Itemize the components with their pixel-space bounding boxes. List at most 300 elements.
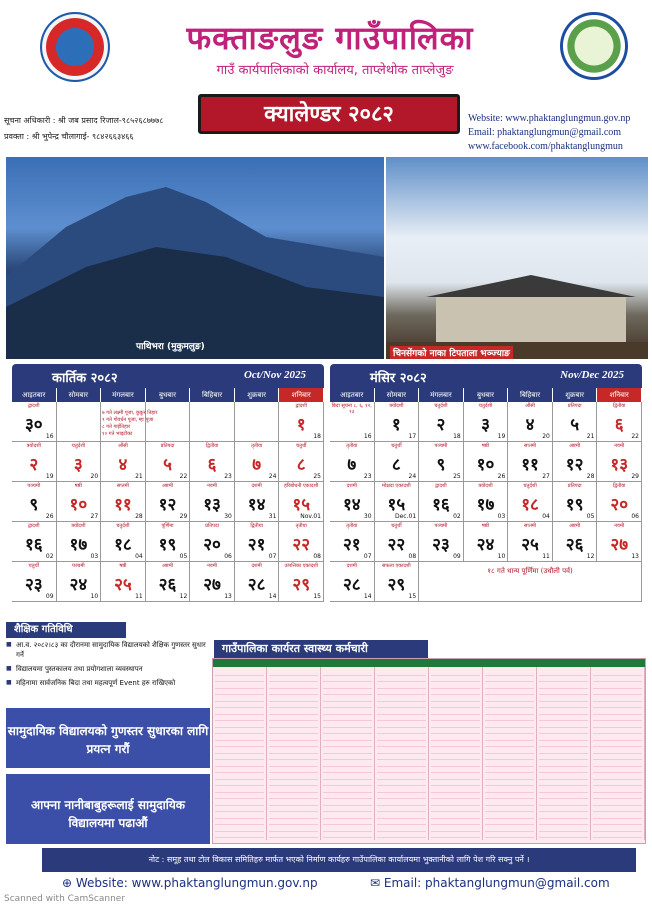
english-date: 02 <box>45 553 54 560</box>
calendar-title-banner: क्यालेण्डर २०८२ <box>198 94 460 134</box>
nepali-date: ५ <box>163 455 172 475</box>
english-date: 29 <box>631 473 639 480</box>
tithi-label: षष्ठी <box>74 483 82 489</box>
nepali-date: १२ <box>158 495 177 515</box>
date-cell <box>235 522 280 562</box>
tithi-label: नवमी <box>614 443 625 449</box>
english-date: 20 <box>90 473 99 480</box>
date-cell <box>330 442 375 482</box>
tithi-label: चतुर्दशी <box>116 523 130 529</box>
tithi-label: मोक्षदा एकादशी <box>382 483 411 489</box>
date-cell <box>597 522 642 562</box>
facebook-link[interactable]: www.facebook.com/phaktanglungmun <box>468 141 623 152</box>
tithi-label: हरिबोधनी एकादशी <box>284 483 319 489</box>
english-date: 26 <box>45 513 54 520</box>
english-date: 02 <box>453 513 461 520</box>
tithi-label: चतुर्दशी <box>478 403 493 409</box>
staff-table-column <box>537 667 591 840</box>
english-date: 27 <box>542 473 550 480</box>
nepali-date: १ <box>296 415 306 435</box>
tithi-label: दशमी <box>251 483 262 489</box>
nepali-date: ११ <box>521 455 539 475</box>
nepali-date: २२ <box>387 535 406 555</box>
english-date: 13 <box>224 593 232 600</box>
tithi-label: पञ्चमी <box>71 563 85 569</box>
page-title: फक्ताङलुङ गाउँपालिका <box>186 19 474 57</box>
date-cell <box>190 442 235 482</box>
weekday-label: सोमबार <box>57 388 102 402</box>
english-date: 18 <box>313 433 321 440</box>
slogan-enroll: आफ्ना नानीबाबुहरूलाई सामुदायिक विद्यालयमा पढाऔं <box>6 774 210 844</box>
date-cell <box>101 522 146 562</box>
date-cell <box>235 442 280 482</box>
weekday-label: मंगलबार <box>419 388 464 402</box>
festival-note: ८ गते गाईतिहार <box>102 424 131 430</box>
tithi-label: प्रतिपदा <box>205 523 219 529</box>
date-cell <box>464 482 509 522</box>
english-date: 14 <box>268 593 277 600</box>
tithi-label: चतुर्दशी <box>71 443 86 449</box>
date-cell <box>597 402 642 442</box>
english-date: 30 <box>363 513 372 520</box>
english-month: Oct/Nov 2025 <box>243 369 306 381</box>
nepali-date: १५ <box>387 495 406 515</box>
nepali-date: ४ <box>118 455 128 475</box>
date-cell <box>12 402 57 442</box>
mountain-illustration <box>6 157 384 359</box>
weekday-label: शुक्रबार <box>235 388 280 402</box>
nepali-date: ३ <box>481 415 490 435</box>
mountain-photo <box>6 157 384 359</box>
date-cell <box>57 522 102 562</box>
tithi-label: सप्तमी <box>116 483 129 489</box>
date-cell <box>330 562 375 602</box>
tithi-label: नवमी <box>207 483 217 489</box>
date-cell <box>146 562 191 602</box>
english-date: 22 <box>179 473 188 480</box>
education-item: ■ विद्यालयमा पुस्तकालय तथा प्रयोगशाला व्यवस्थापन <box>6 664 210 674</box>
tithi-label: चतुर्दशी <box>523 483 537 489</box>
date-cell <box>508 402 553 442</box>
staff-table-column <box>591 667 645 840</box>
english-date: 03 <box>90 553 99 560</box>
education-list <box>6 640 210 706</box>
festival-note: ७ गते लक्ष्मी पूजा, कुकुर तिहार <box>102 410 158 416</box>
staff-table-column <box>375 667 429 840</box>
nepali-date: १६ <box>24 535 43 555</box>
nepali-date: २४ <box>476 535 495 555</box>
english-date: 09 <box>45 593 54 600</box>
nepali-date: २० <box>610 495 629 515</box>
english-date: 05 <box>586 513 595 520</box>
english-date: 12 <box>179 593 188 600</box>
date-cell <box>101 482 146 522</box>
left-photo-caption: पाथिभरा (मुकुमलुङ) <box>136 342 205 352</box>
english-date: Nov.01 <box>300 513 321 520</box>
date-cell <box>330 402 375 442</box>
web-contacts <box>468 112 630 154</box>
staff-row-line <box>485 832 534 839</box>
weekday-label: शनिबार <box>597 388 642 402</box>
staff-table <box>212 658 646 844</box>
english-date: 23 <box>224 473 232 480</box>
nepali-date: १४ <box>247 495 266 515</box>
english-date: 03 <box>497 513 506 520</box>
date-cell <box>419 402 464 442</box>
weekday-label: आइतबार <box>330 388 375 402</box>
nepali-date: १ <box>391 415 401 435</box>
english-date: 18 <box>453 433 461 440</box>
english-date: 04 <box>135 553 143 560</box>
nepali-date: १८ <box>114 535 132 555</box>
date-cell <box>279 442 324 482</box>
date-cell <box>235 562 280 602</box>
nepali-date: २० <box>203 535 221 555</box>
staff-table-column <box>321 667 375 840</box>
footer-website-text: Website: www.phaktanglungmun.gov.np <box>75 876 318 890</box>
date-cell <box>597 442 642 482</box>
tithi-label: सप्तमी <box>524 523 537 529</box>
nepali-date: १० <box>476 455 495 475</box>
staff-row-line <box>431 832 480 839</box>
tithi-label: उत्पत्तिका एकादशी <box>284 563 318 569</box>
website-link[interactable]: Website: www.phaktanglungmun.gov.np <box>468 113 631 124</box>
weekday-label: बिहिबार <box>190 388 235 402</box>
tithi-label: चतुर्थी <box>391 443 402 449</box>
staff-row-line <box>539 832 588 839</box>
nepali-date: १९ <box>158 535 177 555</box>
english-date: 22 <box>631 433 639 440</box>
weekday-row <box>330 388 642 402</box>
tithi-label: प्रतिपदा <box>567 483 582 489</box>
nepali-date: १८ <box>521 495 539 515</box>
english-date: 05 <box>179 553 188 560</box>
nepali-month: मंसिर २०८२ <box>370 371 427 386</box>
nepali-date: २९ <box>387 575 406 595</box>
nepali-date: ८ <box>296 455 306 475</box>
tithi-label: प्रतिपदा <box>567 403 582 409</box>
nepali-date: १७ <box>476 495 495 515</box>
english-date: 19 <box>497 433 506 440</box>
date-cell <box>12 562 57 602</box>
weekday-row <box>12 388 324 402</box>
date-cell <box>146 522 191 562</box>
date-cell <box>12 522 57 562</box>
calendar-header <box>330 364 642 388</box>
english-date: 06 <box>631 513 639 520</box>
english-date: 15 <box>408 593 417 600</box>
nepali-date: २३ <box>24 575 43 595</box>
date-cell <box>190 482 235 522</box>
tithi-label: अष्टमी <box>569 523 581 529</box>
month-note <box>419 562 642 602</box>
nepali-date: ६ <box>207 455 217 475</box>
tithi-label: प्रतिपदा <box>160 443 175 449</box>
tithi-label: तृतीया <box>251 443 263 449</box>
english-date: 09 <box>453 553 461 560</box>
nepali-date: ११ <box>114 495 132 515</box>
envelope-icon: ✉ <box>370 876 384 890</box>
tithi-label: चतुर्थी <box>295 443 307 449</box>
date-cell <box>57 562 102 602</box>
nepali-date: १० <box>69 495 88 515</box>
tithi-label: द्वितीया <box>612 403 626 409</box>
tithi-label: सफला एकादशी <box>381 563 411 569</box>
building-illustration <box>386 157 648 359</box>
nepali-date: २६ <box>565 535 584 555</box>
staff-row-line <box>215 832 264 839</box>
tithi-label: षष्ठी <box>481 443 490 449</box>
date-cell <box>330 522 375 562</box>
english-date: 11 <box>542 553 550 560</box>
info-officer: सूचना अधिकारी : श्री जब प्रसाद रिजाल-९८५२६८७७७८ <box>4 116 164 125</box>
weekday-label: बुधबार <box>464 388 509 402</box>
nepali-date: २ <box>436 415 446 435</box>
date-cell <box>508 442 553 482</box>
nepali-date: ६ <box>614 415 624 435</box>
date-cell <box>235 482 280 522</box>
footer-website[interactable] <box>62 876 318 890</box>
date-cell <box>375 482 420 522</box>
tithi-label: द्वितीया <box>612 483 626 489</box>
nepali-date: २७ <box>610 535 629 555</box>
municipality-logo-icon <box>560 12 628 80</box>
date-cell <box>508 482 553 522</box>
nepali-date: १५ <box>292 495 311 515</box>
header <box>0 0 652 156</box>
english-date: 25 <box>313 473 321 480</box>
weekday-label: सोमबार <box>375 388 420 402</box>
english-date: 07 <box>268 553 277 560</box>
english-date: 30 <box>224 513 232 520</box>
scanner-watermark: Scanned with CamScanner <box>4 894 126 904</box>
nepali-date: ३ <box>73 455 83 475</box>
date-cell <box>553 442 598 482</box>
date-cell <box>57 482 102 522</box>
staff-table-column <box>267 667 321 840</box>
english-date: 11 <box>135 593 143 600</box>
english-date: 26 <box>497 473 506 480</box>
english-date: 16 <box>363 433 372 440</box>
english-date: 12 <box>586 553 595 560</box>
festival-note: ९ गते गोवर्धन पूजा, म्हः पूजा <box>102 417 154 423</box>
english-date: 07 <box>363 553 372 560</box>
english-date: 15 <box>313 593 321 600</box>
tithi-label: नवमी <box>614 523 625 529</box>
tithi-label: द्वादशी <box>435 483 447 489</box>
staff-row-line <box>377 832 426 839</box>
tithi-label: पञ्चमी <box>27 483 41 489</box>
staff-heading: गाउँपालिका कार्यरत स्वास्थ्य कर्मचारी <box>214 640 428 658</box>
nepali-date: २५ <box>114 575 132 595</box>
english-date: 31 <box>268 513 277 520</box>
nepali-date: १७ <box>69 535 88 555</box>
date-cell <box>12 482 57 522</box>
english-date: 21 <box>135 473 143 480</box>
nepali-date: २६ <box>158 575 177 595</box>
tithi-label: अष्टमी <box>161 563 173 569</box>
date-grid <box>330 402 642 602</box>
staff-table-column <box>429 667 483 840</box>
nepali-date: २३ <box>432 535 450 555</box>
nepali-date: ७ <box>347 455 357 475</box>
education-heading: शैक्षिक गतिविधि <box>6 622 126 638</box>
nepali-date: २८ <box>342 575 361 595</box>
weekday-label: आइतबार <box>12 388 57 402</box>
english-date: 20 <box>542 433 550 440</box>
officer-contacts <box>4 113 163 145</box>
english-date: 21 <box>586 433 595 440</box>
nepali-date: १३ <box>203 495 221 515</box>
weekday-label: बिहिबार <box>508 388 553 402</box>
nepali-date: २२ <box>292 535 311 555</box>
date-cell <box>146 482 191 522</box>
staff-table-column <box>483 667 537 840</box>
tithi-label: चतुर्थी <box>391 523 402 529</box>
english-date: 16 <box>45 433 54 440</box>
footer-email[interactable] <box>370 876 610 890</box>
date-cell <box>57 442 102 482</box>
tithi-label: अष्टमी <box>161 483 173 489</box>
staff-table-column <box>213 667 267 840</box>
tithi-label: त्रयोदशी <box>389 403 404 409</box>
tithi-label: दशमी <box>346 563 357 569</box>
tithi-label: औंसी <box>525 403 535 409</box>
english-date: 14 <box>363 593 372 600</box>
date-cell <box>375 442 420 482</box>
nepali-date: १२ <box>565 455 584 475</box>
english-date: 08 <box>408 553 417 560</box>
nepali-date: २७ <box>203 575 221 595</box>
education-item: ■ आ.व. २०८२।८३ का दौरानमा सामुदायिक विद्यालयको शैक्षिक गुणस्तर सुधार गर्ने <box>6 640 210 660</box>
nepali-date: ४ <box>525 415 535 435</box>
calendar-header <box>12 364 324 388</box>
date-cell <box>190 562 235 602</box>
date-cell <box>419 522 464 562</box>
nepali-date: २९ <box>292 575 311 595</box>
date-cell <box>12 442 57 482</box>
english-date: 28 <box>586 473 595 480</box>
footnote: नोट : समूह तथा टोल विकास समितिहरु मार्फत भएको निर्माण कार्यहरु गाउँपालिका कार्यालयमा भुक्तानीको लागि पेश गरि सक्नु पर्ने । <box>42 848 636 872</box>
date-cell <box>508 522 553 562</box>
globe-icon: ⊕ <box>62 876 76 890</box>
nepali-date: ७ <box>252 455 262 475</box>
tithi-label: द्वितीया <box>205 443 219 449</box>
english-month: Nov/Dec 2025 <box>560 369 624 381</box>
tithi-label: द्वादशी <box>28 523 40 529</box>
email-link[interactable]: Email: phaktanglungmun@gmail.com <box>468 127 622 138</box>
nepali-date: ९ <box>29 495 39 515</box>
nepali-date: १९ <box>565 495 584 515</box>
tithi-label: अष्टमी <box>569 443 581 449</box>
date-cell <box>375 522 420 562</box>
tithi-label: द्वितीया <box>250 523 263 529</box>
nepali-date: २१ <box>342 535 361 555</box>
nepali-month: कार्तिक २०८२ <box>52 371 118 386</box>
english-date: 28 <box>135 513 143 520</box>
date-cell <box>597 482 642 522</box>
nepali-date: २ <box>29 455 39 475</box>
building-photo <box>386 157 648 359</box>
english-date: 04 <box>542 513 550 520</box>
month-note-text: १८ गते धान्य पूर्णिमा (उधौली पर्व) <box>487 567 573 575</box>
staff-table-header <box>213 659 645 667</box>
tithi-label: पूर्णिमा <box>161 523 174 529</box>
tithi-label: पञ्चमी <box>434 443 448 449</box>
right-photo-caption: चिनसेंगको नाका टिपताला भञ्ज्याङ <box>390 346 513 359</box>
festival-notes <box>102 410 282 438</box>
english-date: Dec.01 <box>394 513 417 520</box>
date-cell <box>553 482 598 522</box>
weekday-label: शुक्रबार <box>553 388 598 402</box>
english-date: 25 <box>453 473 461 480</box>
nepali-date: २४ <box>69 575 88 595</box>
page-subtitle: गाउँ कार्यपालिकाको कार्यालय, ताप्लेथोक ताप्लेजुङ <box>216 63 454 78</box>
date-cell <box>375 402 420 442</box>
date-cell <box>279 402 324 442</box>
footer-email-text: Email: phaktanglungmun@gmail.com <box>383 876 610 890</box>
tithi-label: तृतीया <box>346 443 358 449</box>
staff-table-body <box>213 667 645 840</box>
weekday-label: शनिबार <box>279 388 324 402</box>
english-date: 10 <box>90 593 99 600</box>
date-cell <box>464 442 509 482</box>
tithi-label: बिदा सूचना ८, ६, १२, १३ <box>331 403 372 415</box>
english-date: 19 <box>45 473 54 480</box>
date-cell <box>279 482 324 522</box>
government-emblem-icon <box>40 12 110 82</box>
tithi-label: त्रयोदशी <box>71 523 86 529</box>
tithi-label: चतुर्दशी <box>434 403 448 409</box>
english-date: 27 <box>90 513 99 520</box>
date-cell <box>190 522 235 562</box>
slogan-quality: सामुदायिक विद्यालयको गुणस्तर सुधारका लागि प्रयत्न गरौं <box>6 708 210 768</box>
tithi-label: त्रयोदशी <box>26 443 41 449</box>
date-cell <box>464 402 509 442</box>
english-date: 08 <box>313 553 321 560</box>
nepali-date: १६ <box>432 495 450 515</box>
english-date: 23 <box>363 473 372 480</box>
english-date: 10 <box>497 553 506 560</box>
tithi-label: नवमी <box>207 563 217 569</box>
festival-note: १० गते भाइटीका <box>102 431 133 437</box>
english-date: 24 <box>408 473 417 480</box>
english-date: 13 <box>631 553 639 560</box>
date-cell <box>464 522 509 562</box>
date-cell <box>553 402 598 442</box>
tithi-label: षष्ठी <box>481 523 490 529</box>
nepali-date: २१ <box>247 535 266 555</box>
calendar-kartik <box>12 364 324 602</box>
tithi-label: द्वादशी <box>28 403 40 409</box>
tithi-label: दशमी <box>251 563 262 569</box>
tithi-label: पञ्चमी <box>434 523 448 529</box>
spokesperson: प्रवक्ता : श्री भुपेन्द्र चौलागाई- ९८४२६६३४६६ <box>4 132 134 141</box>
staff-row-line <box>269 832 318 839</box>
tithi-label: औंसी <box>118 443 128 449</box>
date-cell <box>146 442 191 482</box>
tithi-label: षष्ठी <box>119 563 127 569</box>
date-cell <box>375 562 420 602</box>
nepali-date: ९ <box>436 455 446 475</box>
date-cell <box>101 562 146 602</box>
date-cell <box>419 442 464 482</box>
date-cell <box>57 402 102 442</box>
nepali-date: ८ <box>391 455 401 475</box>
tithi-label: चतुर्थी <box>28 563 40 569</box>
nepali-date: ३० <box>24 415 43 435</box>
tithi-label: त्रयोदशी <box>478 483 493 489</box>
